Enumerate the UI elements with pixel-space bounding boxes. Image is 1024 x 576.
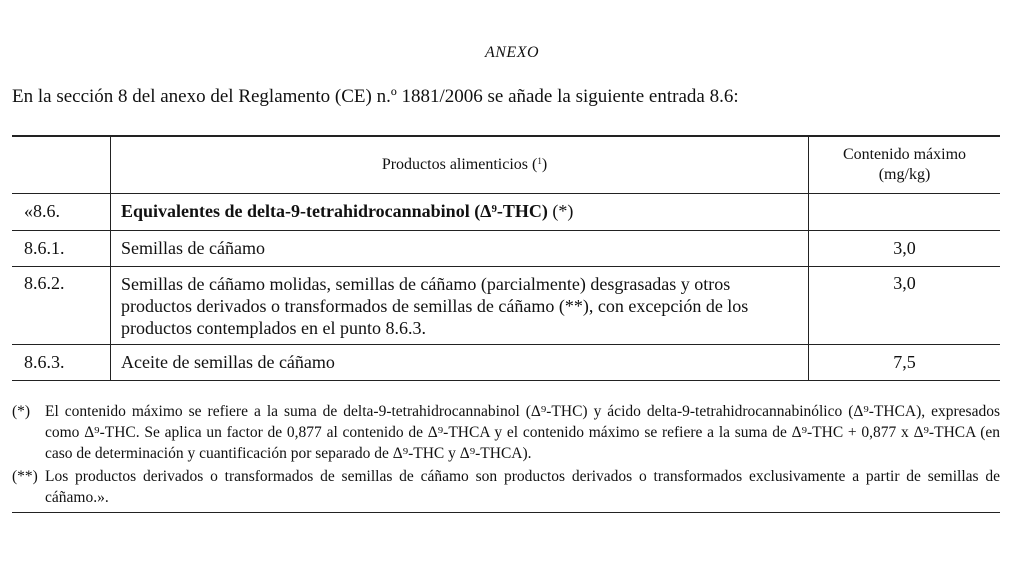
row-value: 3,0 xyxy=(893,272,916,293)
footnote-text: El contenido máximo se refiere a la suma de delta-9-tetrahidrocannabinol (Δ⁹-THC) y ácido delta-9-tetrahidrocannabinólico (Δ⁹-THCA), expresados como Δ⁹-THC. Se aplica un factor de 0,877 al contenido de Δ⁹-THCA y el contenido máximo se refiere a la suma de Δ⁹-THC + 0,877 x Δ⁹-THCA (en caso de determinación y cuantificación por separado de Δ⁹-THC y Δ⁹-THCA). xyxy=(45,403,1000,462)
footnote-mark: (**) xyxy=(12,468,38,485)
row-value: 3,0 xyxy=(893,237,916,258)
footnote-mark: (*) xyxy=(12,403,31,420)
table-header-row xyxy=(12,136,1000,193)
row-code: 8.6.1. xyxy=(12,230,111,266)
footnote xyxy=(12,466,1000,508)
page-title: ANEXO xyxy=(484,44,540,61)
row-product-footnote-ref: (*) xyxy=(552,201,574,221)
footnote-text: Los productos derivados o transformados de semillas de cáñamo son productos derivados o transformados exclusivamente a partir de semillas de cáñamo.». xyxy=(45,468,1000,506)
row-value: 7,5 xyxy=(893,351,916,372)
row-product: Semillas de cáñamo molidas, semillas de cáñamo (parcialmente) desgrasadas y otros productos derivados o transformados de semillas de cáñamo (**), con excepción de los productos contemplados en el punto 8.6.3. xyxy=(111,266,809,344)
header-products-cell: Productos alimenticios ($^1$) xyxy=(111,136,809,193)
row-value xyxy=(809,193,1001,230)
header-products-footnote-ref: 1 xyxy=(537,155,542,166)
table-row xyxy=(12,344,1000,380)
row-product-title: Equivalentes de delta-9-tetrahidrocannabinol (Δ⁹-THC) xyxy=(121,201,548,221)
table-row xyxy=(12,230,1000,266)
row-code: «8.6. xyxy=(12,193,111,230)
header-products-label: Productos alimenticios xyxy=(381,155,529,173)
table-row xyxy=(12,266,1000,344)
header-max-cell xyxy=(809,136,1001,193)
footnotes xyxy=(12,401,1000,510)
table-row xyxy=(12,193,1000,230)
row-product: Aceite de semillas de cáñamo xyxy=(111,344,809,380)
footnote xyxy=(12,401,1000,464)
row-code: 8.6.3. xyxy=(12,344,111,380)
header-max-label: Contenido máximo xyxy=(842,145,967,163)
row-code: 8.6.2. xyxy=(12,266,111,344)
limits-table xyxy=(12,135,1000,381)
row-product xyxy=(111,193,809,230)
header-code-cell xyxy=(12,136,111,193)
header-max-unit: (mg/kg) xyxy=(878,165,931,183)
bottom-rule xyxy=(12,512,1000,513)
row-product: Semillas de cáñamo xyxy=(111,230,809,266)
intro-paragraph: En la sección 8 del anexo del Reglamento (CE) n.º 1881/2006 se añade la siguiente entrada 8.6: xyxy=(12,86,739,107)
